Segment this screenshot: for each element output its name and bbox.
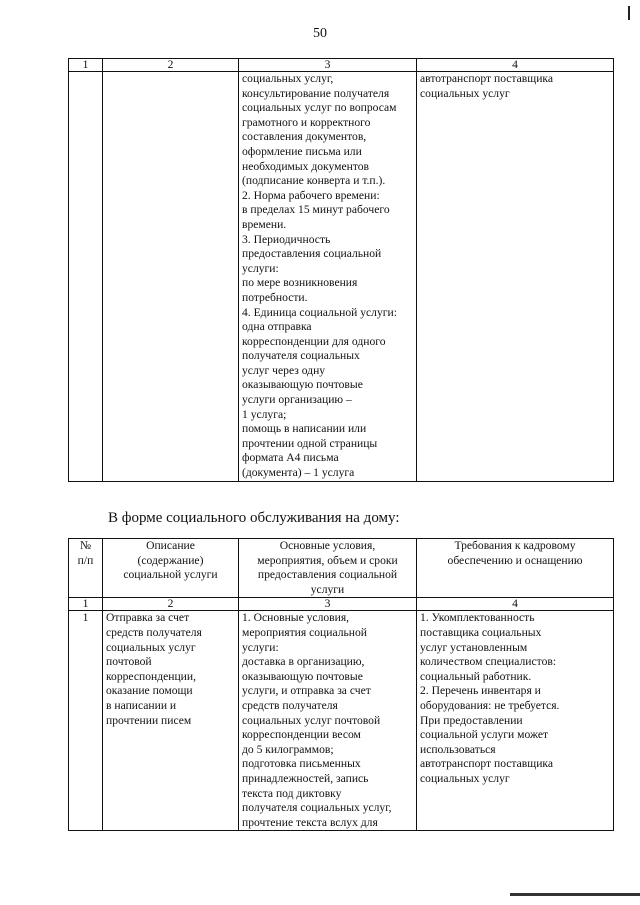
text-line: текста под диктовку	[242, 786, 342, 800]
text-line: услуг установленным	[420, 640, 528, 654]
home-services-table	[68, 538, 614, 831]
text-line: подготовка письменных	[242, 757, 361, 771]
text-line: одна отправка	[242, 320, 312, 334]
text-line: 3. Периодичность	[242, 232, 331, 246]
row-number: 1	[69, 611, 103, 831]
text-line: социальных услуг по вопросам	[242, 101, 397, 115]
text-line: получателя социальных услуг,	[242, 801, 392, 815]
text-line: потребности.	[242, 290, 308, 304]
description-cell	[103, 611, 239, 831]
text-line: 2. Норма рабочего времени:	[242, 188, 380, 202]
column-number-2: 2	[103, 59, 239, 72]
text-line: поставщика социальных	[420, 625, 542, 639]
text-line: оформление письма или	[242, 144, 362, 158]
text-line: корреспонденции весом	[242, 728, 361, 742]
text-line: средств получателя	[242, 698, 338, 712]
header-line: п/п	[77, 553, 94, 567]
scan-edge-artifact	[510, 893, 640, 896]
text-line: услуги:	[242, 640, 279, 654]
text-line: социальных услуг	[106, 640, 196, 654]
header-line: обеспечению и оснащению	[447, 553, 583, 567]
cell-empty-description	[103, 72, 239, 482]
column-number-1: 1	[69, 59, 103, 72]
text-line: автотранспорт поставщика	[420, 757, 553, 771]
cell-empty-number	[69, 72, 103, 482]
text-line: предоставления социальной	[242, 247, 382, 261]
text-line: услуг через одну	[242, 363, 326, 377]
text-line: доставка в организацию,	[242, 655, 365, 669]
header-line: №	[79, 539, 92, 552]
page-number: 50	[313, 26, 327, 41]
text-line: оборудования: не требуется.	[420, 698, 560, 712]
text-line: 1. Основные условия,	[242, 611, 350, 625]
text-line: мероприятия социальной	[242, 625, 367, 639]
text-line: составления документов,	[242, 130, 367, 144]
text-line: получателя социальных	[242, 349, 360, 363]
text-line: до 5 килограммов;	[242, 742, 334, 756]
text-line: времени.	[242, 217, 287, 231]
text-line: Отправка за счет	[106, 611, 190, 625]
text-line: оказывающую почтовые	[242, 669, 363, 683]
section-heading: В форме социального обслуживания на дому:	[108, 510, 400, 526]
column-number-4: 4	[417, 59, 614, 72]
text-line: формата А4 письма	[242, 451, 339, 465]
column-number-1: 1	[69, 598, 103, 611]
text-line: (подписание конверта и т.п.).	[242, 174, 386, 188]
text-line: социальных услуг,	[242, 72, 334, 85]
text-line: почтовой	[106, 655, 152, 669]
header-line: Требования к кадровому	[454, 539, 576, 552]
text-line: помощь в написании или	[242, 422, 367, 436]
header-conditions	[239, 539, 417, 598]
column-number-row	[69, 59, 614, 72]
text-line: необходимых документов	[242, 159, 370, 173]
text-line: социальных услуг	[420, 86, 510, 100]
requirements-cell	[417, 72, 614, 482]
text-line: консультирование получателя	[242, 86, 390, 100]
header-line: Основные условия,	[279, 539, 376, 552]
text-line: по мере возникновения	[242, 276, 358, 290]
header-number	[69, 539, 103, 598]
table-header-row	[69, 539, 614, 598]
requirements-cell	[417, 611, 614, 831]
text-line: использоваться	[420, 742, 496, 756]
text-line: оказание помощи	[106, 684, 193, 698]
text-line: 1 услуга;	[242, 407, 287, 421]
scan-artifact-mark	[628, 6, 630, 20]
text-line: оказывающую почтовые	[242, 378, 363, 392]
header-line: социальной услуги	[123, 568, 218, 582]
text-line: прочтении писем	[106, 713, 192, 727]
header-line: предоставления социальной	[257, 568, 398, 582]
table-row	[69, 72, 614, 482]
column-number-2: 2	[103, 598, 239, 611]
text-line: 2. Перечень инвентаря и	[420, 684, 541, 698]
text-line: 1. Укомплектованность	[420, 611, 535, 625]
conditions-cell	[239, 611, 417, 831]
text-line: услуги организацию –	[242, 393, 352, 407]
text-line: прочтение текста вслух для	[242, 815, 378, 829]
text-line: 4. Единица социальной услуги:	[242, 305, 397, 319]
text-line: социальных услуг почтовой	[242, 713, 381, 727]
text-line: корреспонденции,	[106, 669, 196, 683]
header-line: услуги	[310, 582, 345, 596]
text-line: средств получателя	[106, 625, 202, 639]
services-table-continuation	[68, 58, 614, 482]
conditions-cell	[239, 72, 417, 482]
text-line: принадлежностей, запись	[242, 771, 369, 785]
header-description	[103, 539, 239, 598]
column-number-4: 4	[417, 598, 614, 611]
text-line: автотранспорт поставщика	[420, 72, 553, 85]
text-line: социальных услуг	[420, 771, 510, 785]
text-line: социальной услуги может	[420, 728, 549, 742]
text-line: При предоставлении	[420, 713, 523, 727]
header-line: Описание	[146, 539, 195, 552]
column-number-row	[69, 598, 614, 611]
header-line: мероприятия, объем и сроки	[257, 553, 398, 567]
column-number-3: 3	[239, 59, 417, 72]
text-line: прочтении одной страницы	[242, 436, 378, 450]
text-line: (документа) – 1 услуга	[242, 466, 355, 480]
text-line: услуги, и отправка за счет	[242, 684, 371, 698]
text-line: грамотного и корректного	[242, 115, 371, 129]
header-line: (содержание)	[137, 553, 204, 567]
header-requirements	[417, 539, 614, 598]
text-line: в написании и	[106, 698, 177, 712]
text-line: социальный работник.	[420, 669, 532, 683]
table-row	[69, 611, 614, 831]
text-line: корреспонденции для одного	[242, 334, 386, 348]
text-line: количеством специалистов:	[420, 655, 557, 669]
text-line: услуги:	[242, 261, 279, 275]
column-number-3: 3	[239, 598, 417, 611]
text-line: в пределах 15 минут рабочего	[242, 203, 390, 217]
